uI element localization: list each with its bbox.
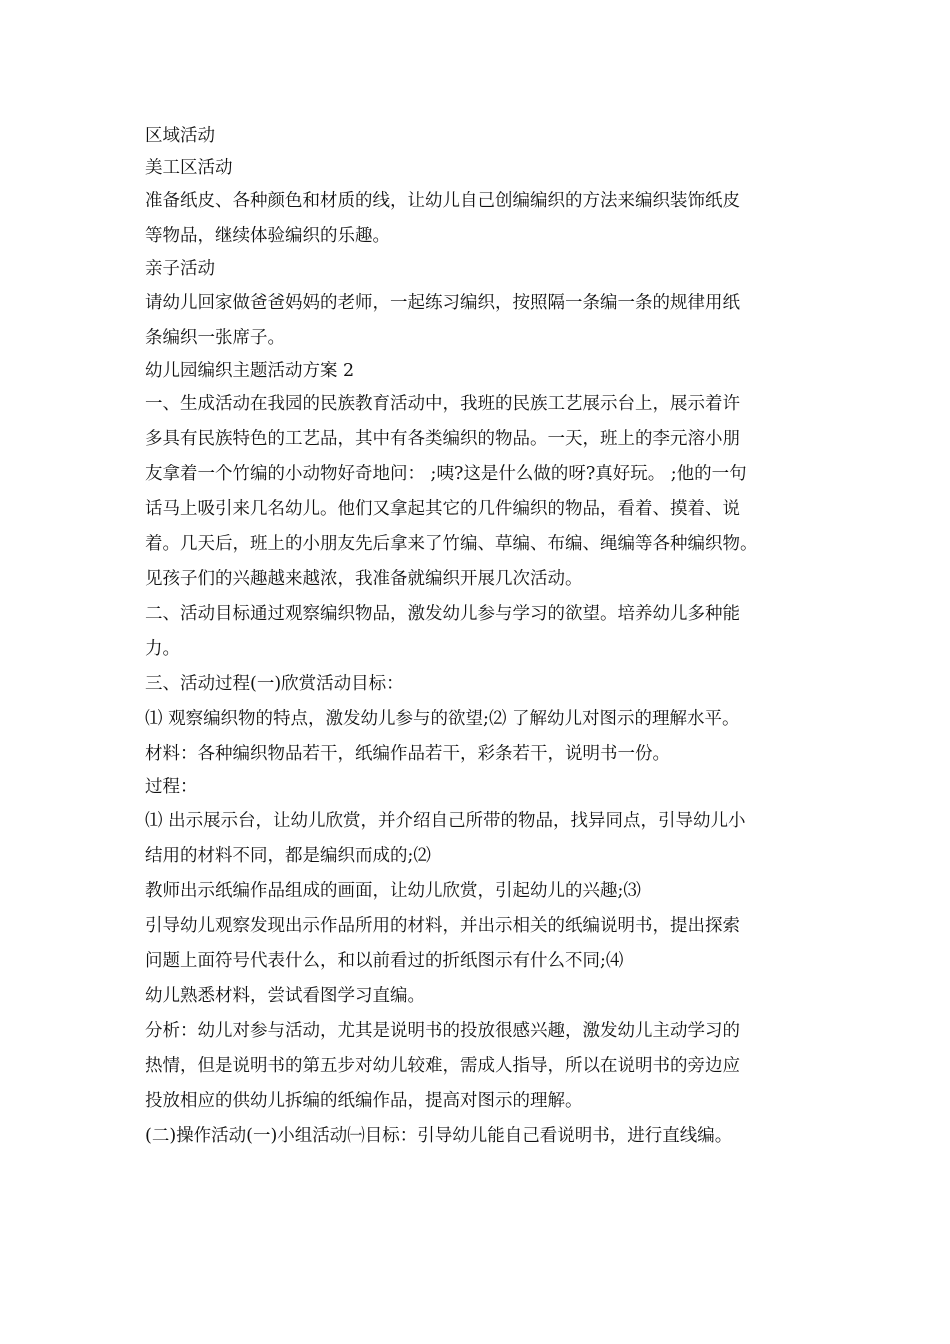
paragraph-line: 教师出示纸编作品组成的画面，让幼儿欣赏，引起幼儿的兴趣;⑶ [145, 880, 641, 901]
paragraph-line: 幼儿熟悉材料，尝试看图学习直编。 [145, 985, 425, 1006]
document-body [145, 121, 825, 1154]
paragraph-line: 力。 [145, 639, 180, 659]
paragraph-line: 友拿着一个竹编的小动物好奇地问： ;咦?这是什么做的呀?真好玩。 ;他的一句 [145, 464, 747, 484]
paragraph-line: 一、生成活动在我园的民族教育活动中，我班的民族工艺展示台上，展示着许 [145, 394, 740, 414]
paragraph-line: 话马上吸引来几名幼儿。他们又拿起其它的几件编织的物品，看着、摸着、说 [145, 499, 740, 519]
paragraph-line: 结用的材料不同，都是编织而成的;⑵ [145, 845, 431, 866]
paragraph-line: 多具有民族特色的工艺品，其中有各类编织的物品。一天，班上的李元溶小朋 [145, 429, 740, 449]
section-heading-line: 亲子活动 [145, 259, 215, 279]
paragraph-line: 热情，但是说明书的第五步对幼儿较难，需成人指导，所以在说明书的旁边应 [145, 1055, 740, 1076]
paragraph-line: ⑴ 观察编织物的特点，激发幼儿参与的欲望;⑵ 了解幼儿对图示的理解水平。 [145, 709, 740, 729]
paragraph-line: 见孩子们的兴趣越来越浓，我准备就编织开展几次活动。 [145, 569, 583, 589]
paragraph-line: 二、活动目标通过观察编织物品，激发幼儿参与学习的欲望。培养幼儿多种能 [145, 604, 740, 624]
paragraph-line: 条编织一张席子。 [145, 327, 285, 348]
paragraph-line: 请幼儿回家做爸爸妈妈的老师，一起练习编织，按照隔一条编一条的规律用纸 [145, 292, 740, 313]
paragraph-line: 引导幼儿观察发现出示作品所用的材料，并出示相关的纸编说明书，提出探索 [145, 915, 740, 936]
paragraph-line: 投放相应的供幼儿拆编的纸编作品，提高对图示的理解。 [145, 1090, 583, 1111]
paragraph-line: 准备纸皮、各种颜色和材质的线，让幼儿自己创编编织的方法来编织装饰纸皮 [145, 191, 740, 211]
paragraph-line: 问题上面符号代表什么，和以前看过的折纸图示有什么不同;⑷ [145, 950, 624, 971]
section-heading-line: 过程： [145, 777, 198, 797]
paragraph-line: 材料：各种编织物品若干，纸编作品若干，彩条若干，说明书一份。 [145, 744, 670, 764]
paragraph-line: (二)操作活动(一)小组活动㈠目标：引导幼儿能自己看说明书，进行直线编。 [145, 1125, 733, 1146]
paragraph-line: 三、活动过程(一)欣赏活动目标： [145, 674, 404, 694]
section-heading-line: 美工区活动 [145, 157, 233, 178]
section-heading-line: 区域活动 [145, 126, 215, 146]
paragraph-line: 着。几天后，班上的小朋友先后拿来了竹编、草编、布编、绳编等各种编织物。 [145, 534, 758, 554]
section-heading-line: 幼儿园编织主题活动方案 2 [145, 360, 355, 381]
paragraph-line: 分析：幼儿对参与活动，尤其是说明书的投放很感兴趣，激发幼儿主动学习的 [145, 1020, 740, 1041]
paragraph-line: 等物品，继续体验编织的乐趣。 [145, 226, 390, 246]
paragraph-line: ⑴ 出示展示台，让幼儿欣赏，并介绍自己所带的物品，找异同点，引导幼儿小 [145, 810, 746, 831]
